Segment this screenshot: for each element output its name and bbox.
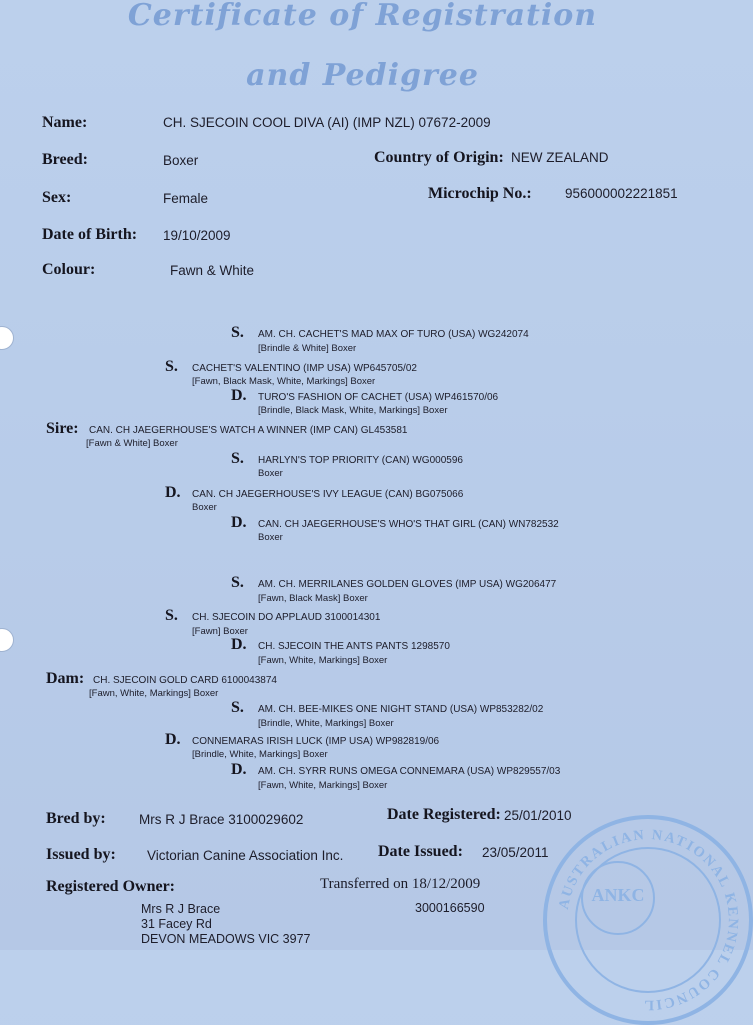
dam-sire-desc: [Fawn] Boxer [192, 626, 248, 637]
binder-hole [0, 326, 14, 350]
dam-sire-sire-desc: [Fawn, Black Mask] Boxer [258, 593, 368, 604]
breed-value: Boxer [163, 153, 199, 168]
dam-label: Dam: [46, 670, 85, 687]
dam-sire-dam-name: CH. SJECOIN THE ANTS PANTS 1298570 [258, 641, 450, 652]
name-label: Name: [42, 114, 88, 131]
dam-sire-sire-name: AM. CH. MERRILANES GOLDEN GLOVES (IMP USA) WG206477 [258, 579, 557, 590]
issued-by-label: Issued by: [46, 846, 116, 863]
relation-d: D. [165, 731, 181, 748]
dob-label: Date of Birth: [42, 226, 138, 243]
owner-address-line1: 31 Facey Rd [141, 917, 212, 931]
relation-d: D. [231, 514, 247, 531]
transferred-date: Transferred on 18/12/2009 [320, 876, 481, 892]
country-value: NEW ZEALAND [511, 150, 609, 165]
relation-s: S. [231, 699, 244, 716]
sire-sire-sire-desc: [Brindle & White] Boxer [258, 343, 357, 354]
dam-dam-desc: [Brindle, White, Markings] Boxer [192, 749, 328, 760]
certificate-subtitle: and Pedigree [246, 58, 479, 93]
breed-label: Breed: [42, 151, 88, 168]
sire-dam-name: CAN. CH JAEGERHOUSE'S IVY LEAGUE (CAN) BG075066 [192, 489, 464, 500]
dam-desc: [Fawn, White, Markings] Boxer [89, 688, 219, 699]
dam-dam-dam-name: AM. CH. SYRR RUNS OMEGA CONNEMARA (USA) WP829557/03 [258, 766, 561, 777]
date-registered-label: Date Registered: [387, 806, 501, 823]
dam-dam-sire-name: AM. CH. BEE-MIKES ONE NIGHT STAND (USA) WP853282/02 [258, 704, 544, 715]
dob-value: 19/10/2009 [163, 228, 231, 243]
sire-label: Sire: [46, 420, 79, 437]
sire-dam-sire-name: HARLYN'S TOP PRIORITY (CAN) WG000596 [258, 455, 463, 466]
date-registered-value: 25/01/2010 [504, 808, 572, 823]
relation-s: S. [165, 358, 178, 375]
relation-d: D. [231, 761, 247, 778]
relation-d: D. [231, 636, 247, 653]
sire-sire-name: CACHET'S VALENTINO (IMP USA) WP645705/02 [192, 363, 417, 374]
owner-address-line2: DEVON MEADOWS VIC 3977 [141, 932, 311, 946]
dam-dam-sire-desc: [Brindle, White, Markings] Boxer [258, 718, 394, 729]
seal-text: AUSTRALIAN NATIONAL KENNEL COUNCIL [555, 827, 741, 1013]
colour-value: Fawn & White [170, 263, 255, 278]
sire-dam-dam-desc: Boxer [258, 532, 283, 543]
dam-dam-name: CONNEMARAS IRISH LUCK (IMP USA) WP982819/06 [192, 736, 440, 747]
microchip-label: Microchip No.: [428, 185, 532, 202]
ankc-seal [543, 815, 753, 1025]
colour-label: Colour: [42, 261, 96, 278]
sire-dam-desc: Boxer [192, 502, 217, 513]
relation-d: D. [165, 484, 181, 501]
certificate-title: Certificate of Registration [127, 0, 598, 33]
dam-dam-dam-desc: [Fawn, White, Markings] Boxer [258, 780, 388, 791]
relation-s: S. [165, 607, 178, 624]
issued-by-value: Victorian Canine Association Inc. [147, 848, 344, 863]
sire-sire-desc: [Fawn, Black Mask, White, Markings] Boxer [192, 376, 376, 387]
owner-number: 3000166590 [415, 901, 485, 915]
sex-label: Sex: [42, 189, 72, 206]
sire-name: CAN. CH JAEGERHOUSE'S WATCH A WINNER (IMP CAN) GL453581 [89, 425, 408, 436]
seal-monogram [581, 861, 655, 935]
owner-label: Registered Owner: [46, 878, 175, 895]
sire-desc: [Fawn & White] Boxer [86, 438, 178, 449]
seal-monogram-text: ANKC [591, 885, 645, 905]
sire-sire-dam-name: TURO'S FASHION OF CACHET (USA) WP461570/06 [258, 392, 499, 403]
date-issued-value: 23/05/2011 [482, 845, 549, 860]
dam-sire-name: CH. SJECOIN DO APPLAUD 3100014301 [192, 612, 381, 623]
sire-dam-sire-desc: Boxer [258, 468, 283, 479]
relation-s: S. [231, 324, 244, 341]
dog-name: CH. SJECOIN COOL DIVA (AI) (IMP NZL) 07672-2009 [163, 115, 491, 130]
dam-name: CH. SJECOIN GOLD CARD 6100043874 [93, 675, 277, 686]
binder-hole [0, 628, 14, 652]
relation-s: S. [231, 574, 244, 591]
sex-value: Female [163, 191, 209, 206]
sire-dam-dam-name: CAN. CH JAEGERHOUSE'S WHO'S THAT GIRL (CAN) WN782532 [258, 519, 559, 530]
sire-sire-sire-name: AM. CH. CACHET'S MAD MAX OF TURO (USA) WG242074 [258, 329, 529, 340]
country-label: Country of Origin: [374, 149, 504, 166]
sire-sire-dam-desc: [Brindle, Black Mask, White, Markings] Boxer [258, 405, 448, 416]
relation-d: D. [231, 387, 247, 404]
date-issued-label: Date Issued: [378, 843, 463, 860]
relation-s: S. [231, 450, 244, 467]
owner-name: Mrs R J Brace [141, 902, 221, 916]
dam-sire-dam-desc: [Fawn, White, Markings] Boxer [258, 655, 388, 666]
microchip-value: 956000002221851 [565, 186, 678, 201]
bred-by-value: Mrs R J Brace 3100029602 [139, 812, 304, 827]
bred-by-label: Bred by: [46, 810, 106, 827]
